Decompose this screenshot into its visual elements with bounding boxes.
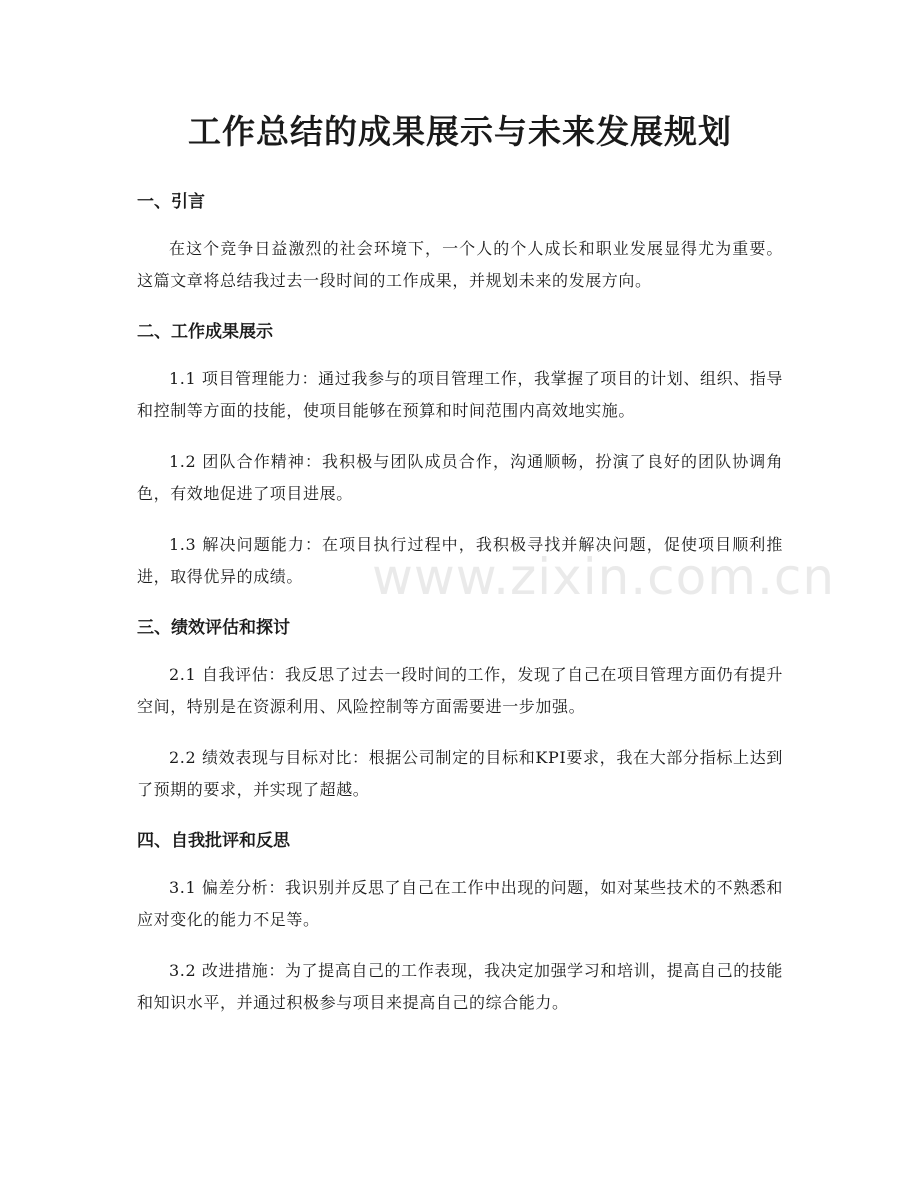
section-heading: 三、绩效评估和探讨: [137, 618, 290, 638]
paragraph: 2.2 绩效表现与目标对比：根据公司制定的目标和KPI要求，我在大部分指标上达到了预期的要求，并实现了超越。: [137, 748, 783, 799]
paragraph: 3.2 改进措施：为了提高自己的工作表现，我决定加强学习和培训，提高自己的技能和知识水平，并通过积极参与项目来提高自己的综合能力。: [137, 961, 783, 1012]
paragraph: 1.3 解决问题能力：在项目执行过程中，我积极寻找并解决问题，促使项目顺利推进，取得优异的成绩。: [137, 535, 783, 586]
paragraph: 1.1 项目管理能力：通过我参与的项目管理工作，我掌握了项目的计划、组织、指导和控制等方面的技能，使项目能够在预算和时间范围内高效地实施。: [137, 369, 783, 420]
section-performance-review: [137, 612, 783, 806]
section-self-reflection: [137, 825, 783, 1019]
paragraph: 3.1 偏差分析：我识别并反思了自己在工作中出现的问题，如对某些技术的不熟悉和应对变化的能力不足等。: [137, 878, 783, 929]
section-heading: 四、自我批评和反思: [137, 831, 290, 851]
section-heading: 二、工作成果展示: [137, 322, 273, 342]
document-body: [137, 186, 783, 1038]
section-introduction: [137, 186, 783, 297]
section-achievements: [137, 316, 783, 593]
section-heading: 一、引言: [137, 192, 205, 212]
document-title: 工作总结的成果展示与未来发展规划: [188, 112, 732, 151]
watermark: www.zixin.com.cn: [372, 548, 836, 606]
paragraph: 2.1 自我评估：我反思了过去一段时间的工作，发现了自己在项目管理方面仍有提升空间，特别是在资源利用、风险控制等方面需要进一步加强。: [137, 665, 783, 716]
paragraph: 1.2 团队合作精神：我积极与团队成员合作，沟通顺畅，扮演了良好的团队协调角色，有效地促进了项目进展。: [137, 452, 783, 503]
paragraph: 在这个竞争日益激烈的社会环境下，一个人的个人成长和职业发展显得尤为重要。这篇文章将总结我过去一段时间的工作成果，并规划未来的发展方向。: [137, 239, 783, 290]
